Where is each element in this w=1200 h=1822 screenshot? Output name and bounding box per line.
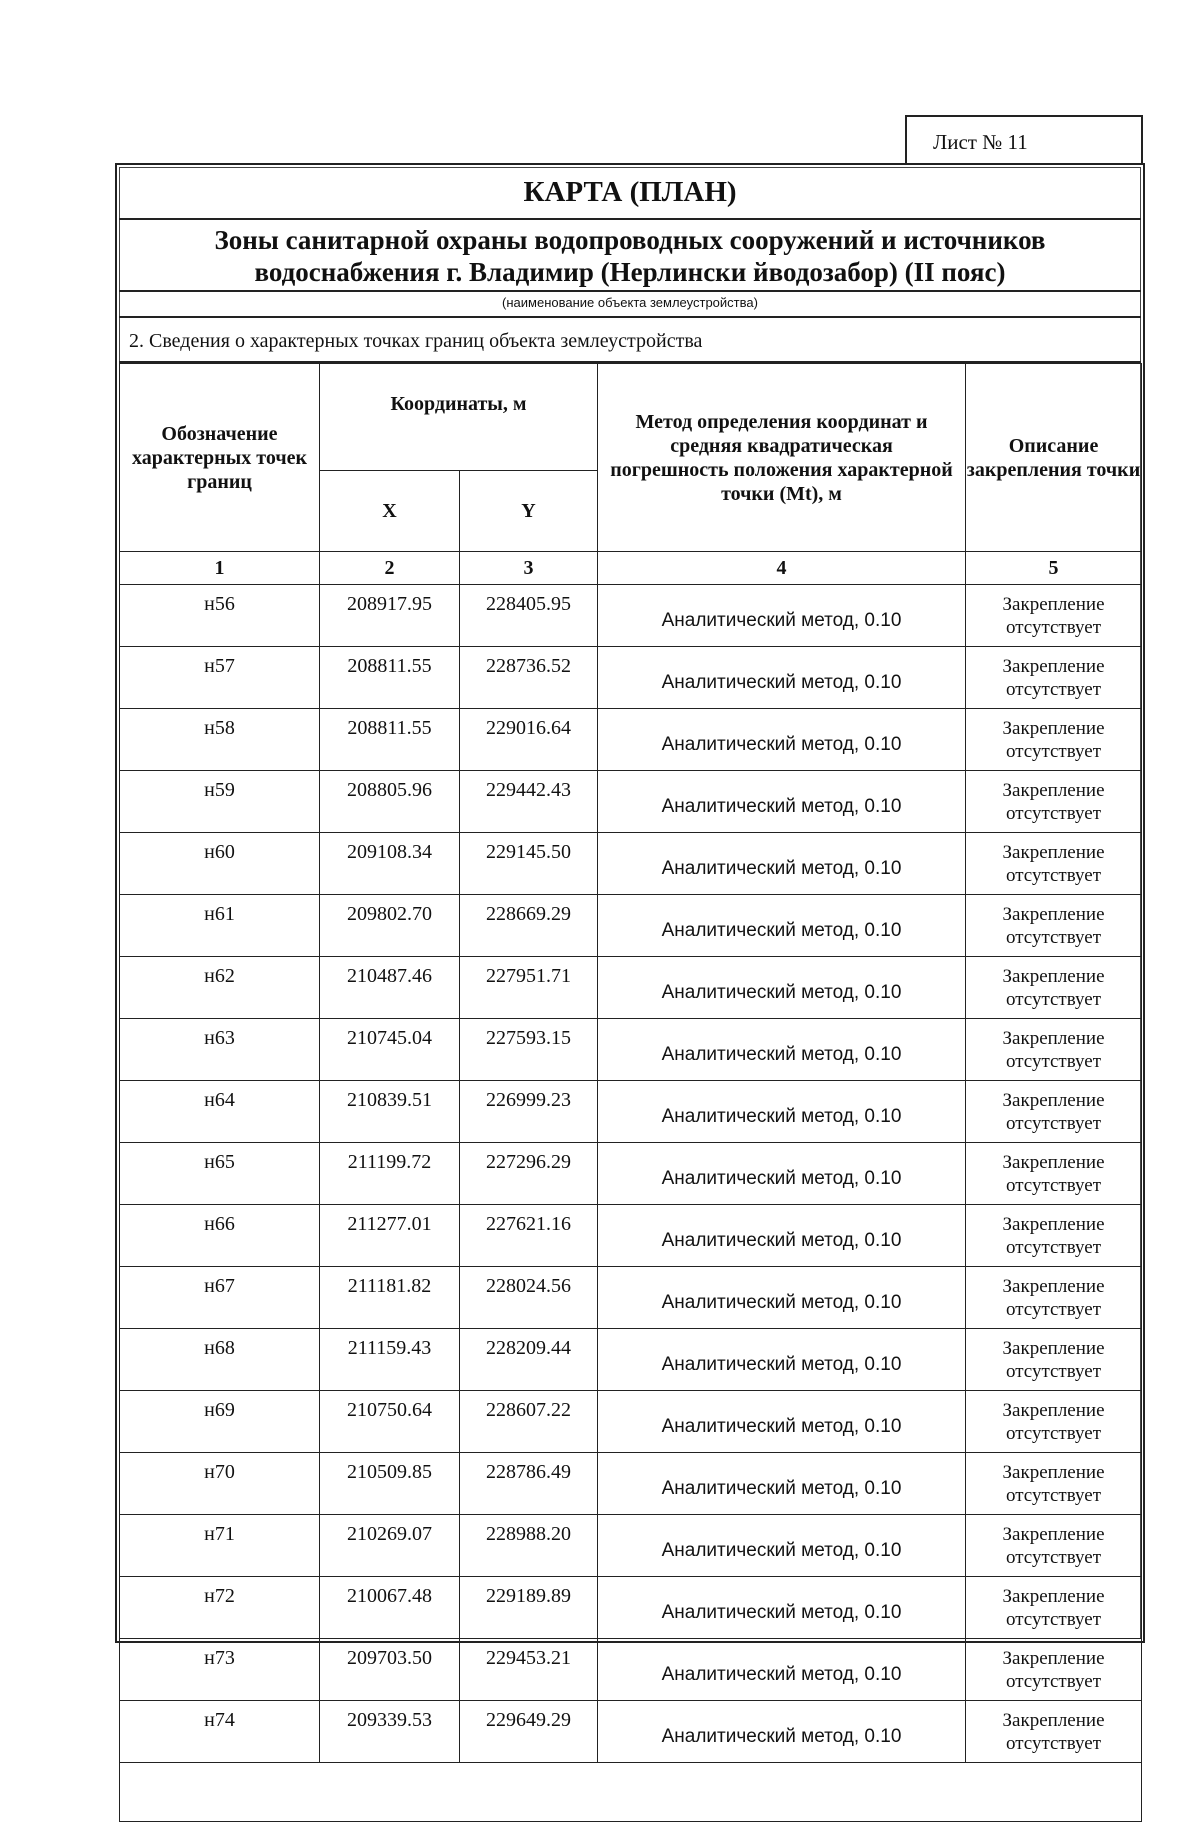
table-row (120, 833, 1142, 895)
method-cell: Аналитический метод, 0.10 (598, 1639, 966, 1701)
x-coordinate-cell: 209802.70 (320, 895, 460, 957)
table-row (120, 647, 1142, 709)
y-coordinate-cell: 228607.22 (460, 1391, 598, 1453)
header-description: Описание закрепления точки (966, 364, 1142, 552)
x-coordinate-cell: 209108.34 (320, 833, 460, 895)
description-cell: Закрепление отсутствует (966, 1329, 1142, 1391)
point-cell: н60 (120, 833, 320, 895)
point-cell: н73 (120, 1639, 320, 1701)
y-coordinate-cell: 229016.64 (460, 709, 598, 771)
point-cell: н74 (120, 1701, 320, 1763)
x-coordinate-cell: 209703.50 (320, 1639, 460, 1701)
header-method: Метод определения координат и средняя квадратическая погрешность положения характерной точки (Mt), м (598, 364, 966, 552)
y-coordinate-cell: 227593.15 (460, 1019, 598, 1081)
header-y: Y (460, 471, 598, 552)
description-cell: Закрепление отсутствует (966, 1391, 1142, 1453)
point-cell: н67 (120, 1267, 320, 1329)
method-cell: Аналитический метод, 0.10 (598, 1143, 966, 1205)
y-coordinate-cell: 228024.56 (460, 1267, 598, 1329)
description-cell: Закрепление отсутствует (966, 1639, 1142, 1701)
description-cell: Закрепление отсутствует (966, 1577, 1142, 1639)
object-name-line2: водоснабжения г. Владимир (Нерлински йводозабор) (II пояс) (254, 257, 1006, 287)
x-coordinate-cell: 210487.46 (320, 957, 460, 1019)
method-cell: Аналитический метод, 0.10 (598, 957, 966, 1019)
point-cell: н65 (120, 1143, 320, 1205)
y-coordinate-cell: 229145.50 (460, 833, 598, 895)
table-row (120, 1329, 1142, 1391)
method-cell: Аналитический метод, 0.10 (598, 1081, 966, 1143)
y-coordinate-cell: 228209.44 (460, 1329, 598, 1391)
empty-row (120, 1763, 1142, 1822)
description-cell: Закрепление отсутствует (966, 1453, 1142, 1515)
point-cell: н56 (120, 585, 320, 647)
table-row (120, 957, 1142, 1019)
point-cell: н71 (120, 1515, 320, 1577)
x-coordinate-cell: 208811.55 (320, 647, 460, 709)
description-cell: Закрепление отсутствует (966, 1205, 1142, 1267)
table-row (120, 1515, 1142, 1577)
method-cell: Аналитический метод, 0.10 (598, 709, 966, 771)
x-coordinate-cell: 210745.04 (320, 1019, 460, 1081)
table-row (120, 1639, 1142, 1701)
table-row (120, 1205, 1142, 1267)
description-cell: Закрепление отсутствует (966, 833, 1142, 895)
header-coordinates: Координаты, м (320, 364, 598, 471)
method-cell: Аналитический метод, 0.10 (598, 771, 966, 833)
table-row (120, 895, 1142, 957)
point-cell: н68 (120, 1329, 320, 1391)
description-cell: Закрепление отсутствует (966, 1081, 1142, 1143)
y-coordinate-cell: 227951.71 (460, 957, 598, 1019)
header-x: X (320, 471, 460, 552)
y-coordinate-cell: 229453.21 (460, 1639, 598, 1701)
point-cell: н64 (120, 1081, 320, 1143)
table-row (120, 1701, 1142, 1763)
description-cell: Закрепление отсутствует (966, 1019, 1142, 1081)
x-coordinate-cell: 210750.64 (320, 1391, 460, 1453)
y-coordinate-cell: 228736.52 (460, 647, 598, 709)
y-coordinate-cell: 229442.43 (460, 771, 598, 833)
method-cell: Аналитический метод, 0.10 (598, 1453, 966, 1515)
method-cell: Аналитический метод, 0.10 (598, 1329, 966, 1391)
x-coordinate-cell: 208917.95 (320, 585, 460, 647)
description-cell: Закрепление отсутствует (966, 585, 1142, 647)
description-cell: Закрепление отсутствует (966, 647, 1142, 709)
point-cell: н61 (120, 895, 320, 957)
x-coordinate-cell: 208805.96 (320, 771, 460, 833)
description-cell: Закрепление отсутствует (966, 1701, 1142, 1763)
table-row (120, 771, 1142, 833)
description-cell: Закрепление отсутствует (966, 895, 1142, 957)
y-coordinate-cell: 229189.89 (460, 1577, 598, 1639)
section-title: 2. Сведения о характерных точках границ объекта землеустройства (119, 320, 1141, 363)
method-cell: Аналитический метод, 0.10 (598, 1019, 966, 1081)
x-coordinate-cell: 210067.48 (320, 1577, 460, 1639)
y-coordinate-cell: 226999.23 (460, 1081, 598, 1143)
point-cell: н72 (120, 1577, 320, 1639)
description-cell: Закрепление отсутствует (966, 957, 1142, 1019)
column-number: 2 (320, 552, 460, 585)
description-cell: Закрепление отсутствует (966, 771, 1142, 833)
description-cell: Закрепление отсутствует (966, 1267, 1142, 1329)
table-row (120, 585, 1142, 647)
y-coordinate-cell: 227296.29 (460, 1143, 598, 1205)
method-cell: Аналитический метод, 0.10 (598, 1577, 966, 1639)
x-coordinate-cell: 211159.43 (320, 1329, 460, 1391)
y-coordinate-cell: 228786.49 (460, 1453, 598, 1515)
empty-cell (120, 1763, 1142, 1822)
table-row (120, 1453, 1142, 1515)
y-coordinate-cell: 228988.20 (460, 1515, 598, 1577)
object-name-line1: Зоны санитарной охраны водопроводных сооружений и источников (214, 225, 1046, 255)
point-cell: н69 (120, 1391, 320, 1453)
x-coordinate-cell: 211181.82 (320, 1267, 460, 1329)
point-cell: н58 (120, 709, 320, 771)
column-number: 3 (460, 552, 598, 585)
method-cell: Аналитический метод, 0.10 (598, 1205, 966, 1267)
method-cell: Аналитический метод, 0.10 (598, 1515, 966, 1577)
x-coordinate-cell: 210839.51 (320, 1081, 460, 1143)
method-cell: Аналитический метод, 0.10 (598, 895, 966, 957)
y-coordinate-cell: 228669.29 (460, 895, 598, 957)
x-coordinate-cell: 209339.53 (320, 1701, 460, 1763)
table-row (120, 1081, 1142, 1143)
point-cell: н59 (120, 771, 320, 833)
point-cell: н70 (120, 1453, 320, 1515)
points-table (119, 363, 1142, 1822)
x-coordinate-cell: 211199.72 (320, 1143, 460, 1205)
column-number: 1 (120, 552, 320, 585)
method-cell: Аналитический метод, 0.10 (598, 1267, 966, 1329)
method-cell: Аналитический метод, 0.10 (598, 1701, 966, 1763)
x-coordinate-cell: 210509.85 (320, 1453, 460, 1515)
point-cell: н62 (120, 957, 320, 1019)
description-cell: Закрепление отсутствует (966, 1515, 1142, 1577)
y-coordinate-cell: 229649.29 (460, 1701, 598, 1763)
object-name (119, 222, 1141, 292)
method-cell: Аналитический метод, 0.10 (598, 585, 966, 647)
y-coordinate-cell: 227621.16 (460, 1205, 598, 1267)
table-row (120, 1391, 1142, 1453)
x-coordinate-cell: 210269.07 (320, 1515, 460, 1577)
table-row (120, 1267, 1142, 1329)
table-row (120, 709, 1142, 771)
y-coordinate-cell: 228405.95 (460, 585, 598, 647)
x-coordinate-cell: 208811.55 (320, 709, 460, 771)
point-cell: н63 (120, 1019, 320, 1081)
point-cell: н57 (120, 647, 320, 709)
x-coordinate-cell: 211277.01 (320, 1205, 460, 1267)
table-row (120, 1143, 1142, 1205)
column-number: 5 (966, 552, 1142, 585)
method-cell: Аналитический метод, 0.10 (598, 833, 966, 895)
method-cell: Аналитический метод, 0.10 (598, 1391, 966, 1453)
column-number: 4 (598, 552, 966, 585)
point-cell: н66 (120, 1205, 320, 1267)
method-cell: Аналитический метод, 0.10 (598, 647, 966, 709)
document-title: КАРТА (ПЛАН) (119, 167, 1141, 220)
table-row (120, 1019, 1142, 1081)
object-name-caption: (наименование объекта землеустройства) (119, 292, 1141, 318)
table-row (120, 1577, 1142, 1639)
description-cell: Закрепление отсутствует (966, 1143, 1142, 1205)
header-point: Обозначение характерных точек границ (120, 364, 320, 552)
description-cell: Закрепление отсутствует (966, 709, 1142, 771)
sheet-number: Лист № 11 (933, 130, 1028, 154)
